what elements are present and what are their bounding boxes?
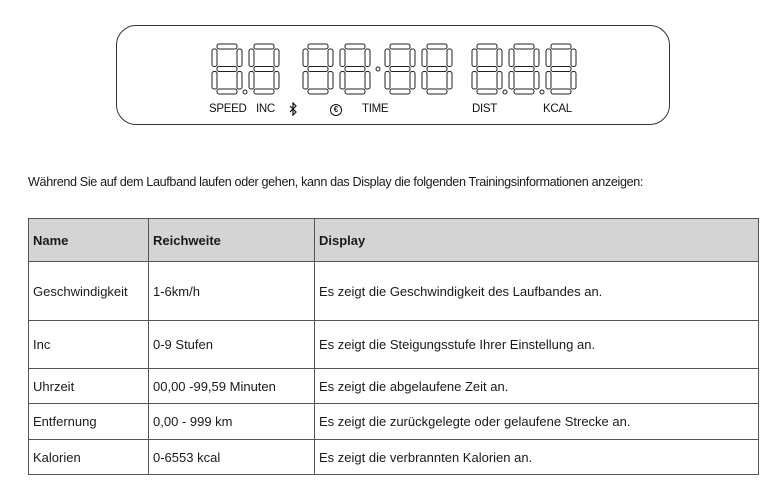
dot-separator xyxy=(540,90,544,94)
cell-name: Uhrzeit xyxy=(29,369,149,404)
digit-8 xyxy=(422,44,452,94)
cell-display: Es zeigt die abgelaufene Zeit an. xyxy=(315,369,759,404)
table-row xyxy=(29,262,759,321)
label-dist: DIST xyxy=(472,103,497,115)
label-kcal: KCAL xyxy=(543,103,572,115)
cell-name: Entfernung xyxy=(29,404,149,440)
label-inc: INC xyxy=(256,103,275,115)
table-header-row xyxy=(29,219,759,262)
digit-8 xyxy=(472,44,502,94)
label-speed: SPEED xyxy=(209,103,247,115)
digit-8 xyxy=(212,44,242,94)
cell-range: 00,00 -99,59 Minuten xyxy=(149,369,315,404)
cell-range: 0,00 - 999 km xyxy=(149,404,315,440)
header-range: Reichweite xyxy=(149,219,315,262)
seven-segment-digits xyxy=(0,0,779,130)
dot-separator xyxy=(243,90,247,94)
cell-name: Kalorien xyxy=(29,440,149,475)
header-name: Name xyxy=(29,219,149,262)
cell-display: Es zeigt die Geschwindigkeit des Laufbandes an. xyxy=(315,262,759,321)
digit-8 xyxy=(340,44,370,94)
table-row xyxy=(29,321,759,369)
table-row xyxy=(29,369,759,404)
digit-8 xyxy=(303,44,333,94)
table-row xyxy=(29,440,759,475)
training-info-table xyxy=(28,218,759,475)
intro-text: Während Sie auf dem Laufband laufen oder gehen, kann das Display die folgenden Trainingsinformationen anzeigen: xyxy=(28,175,644,189)
cell-range: 0-6553 kcal xyxy=(149,440,315,475)
digit-8 xyxy=(546,44,576,94)
cell-range: 0-9 Stufen xyxy=(149,321,315,369)
cell-range: 1-6km/h xyxy=(149,262,315,321)
label-time: TIME xyxy=(362,103,389,115)
digit-8 xyxy=(509,44,539,94)
cell-name: Geschwindigkeit xyxy=(29,262,149,321)
colon-separator xyxy=(376,67,380,71)
coin-icon: € xyxy=(330,104,342,116)
cell-display: Es zeigt die verbrannten Kalorien an. xyxy=(315,440,759,475)
cell-display: Es zeigt die zurückgelegte oder gelaufene Strecke an. xyxy=(315,404,759,440)
digit-8 xyxy=(249,44,279,94)
digit-8 xyxy=(385,44,415,94)
table-row xyxy=(29,404,759,440)
bluetooth-icon xyxy=(289,102,297,116)
cell-name: Inc xyxy=(29,321,149,369)
dot-separator xyxy=(503,90,507,94)
header-display: Display xyxy=(315,219,759,262)
cell-display: Es zeigt die Steigungsstufe Ihrer Einstellung an. xyxy=(315,321,759,369)
